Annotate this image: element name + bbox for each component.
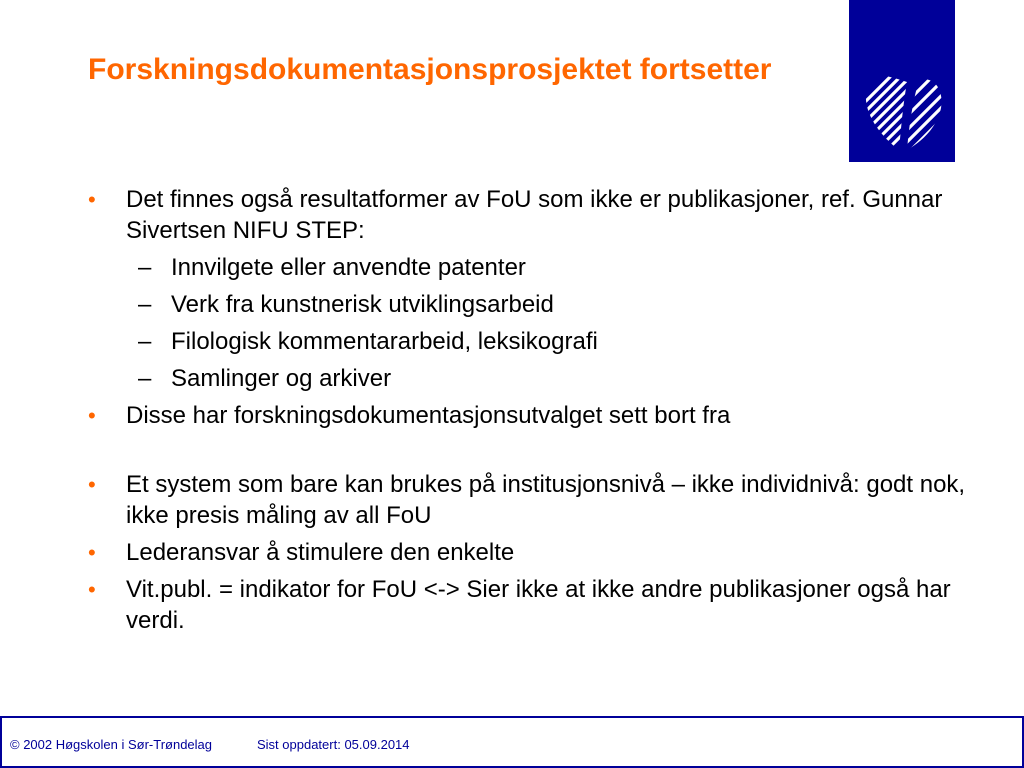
bullet-text: Disse har forskningsdokumentasjonsutvalget sett bort fra	[126, 402, 731, 429]
bullet-marker: •	[88, 403, 96, 428]
bullet-marker: •	[88, 577, 96, 602]
sub-bullet-text: Innvilgete eller anvendte patenter	[171, 254, 526, 281]
footer-copyright: © 2002 Høgskolen i Sør-Trøndelag	[10, 737, 213, 752]
sub-bullet-item	[88, 326, 968, 357]
bullet-list	[88, 184, 968, 636]
bullet-marker: •	[88, 540, 96, 565]
sub-bullet-item	[88, 252, 968, 283]
bullet-item	[88, 400, 968, 431]
bullet-text: Lederansvar å stimulere den enkelte	[126, 539, 515, 566]
bullet-text: Vit.publ. = indikator for FoU <-> Sier ikke at ikke andre publikasjoner også har verdi.	[126, 576, 951, 634]
sub-bullet-text: Samlinger og arkiver	[171, 365, 392, 392]
footer-last-updated: Sist oppdatert: 05.09.2014	[257, 737, 410, 752]
sub-bullet-marker: –	[138, 254, 152, 281]
slide-title: Forskningsdokumentasjonsprosjektet fortsetter	[88, 53, 772, 86]
sub-bullet-marker: –	[138, 291, 152, 318]
sub-bullet-item	[88, 363, 968, 394]
sub-bullet-marker: –	[138, 365, 152, 392]
bullet-item	[88, 574, 968, 636]
bullet-text: Et system som bare kan brukes på institusjonsnivå – ikke individnivå: godt nok, ikke presis måling av all FoU	[126, 471, 966, 529]
slide-footer	[0, 716, 1024, 768]
bullet-text: Det finnes også resultatformer av FoU som ikke er publikasjoner, ref. Gunnar Sivertsen NIFU STEP:	[126, 186, 943, 244]
sub-bullet-marker: –	[138, 328, 152, 355]
bullet-item	[88, 184, 968, 246]
bullet-item	[88, 469, 968, 531]
sub-bullet-item	[88, 289, 968, 320]
bullet-marker: •	[88, 472, 96, 497]
sub-bullet-text: Verk fra kunstnerisk utviklingsarbeid	[171, 291, 554, 318]
hist-logo-icon	[849, 0, 955, 162]
bullet-marker: •	[88, 187, 96, 212]
bullet-item	[88, 537, 968, 568]
sub-bullet-text: Filologisk kommentararbeid, leksikografi	[171, 328, 598, 355]
